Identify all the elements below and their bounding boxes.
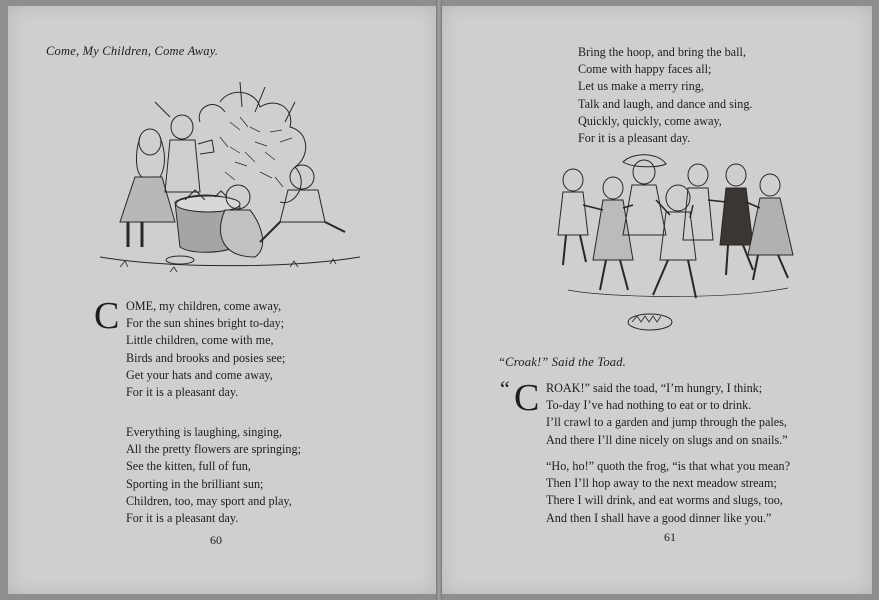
right-page-number: 61 (664, 530, 676, 544)
toad-stanza-2 (546, 458, 790, 527)
verse-line: Birds and brooks and posies see; (126, 350, 286, 365)
verse-line: Get your hats and come away, (126, 367, 273, 382)
verse-line: Everything is laughing, singing, (126, 425, 283, 439)
left-page-number: 60 (210, 533, 222, 547)
children-ring-dance-illustration (548, 150, 803, 340)
right-dropcap: C (514, 377, 540, 419)
left-page-title: Come, My Children, Come Away. (46, 44, 219, 58)
right-stanza-3 (578, 44, 752, 147)
verse-line: There I will drink, and eat worms and slugs, too, (546, 493, 783, 508)
verse-line: See the kitten, full of fun, (126, 459, 251, 474)
children-picnic-illustration (80, 82, 365, 282)
verse-line: To-day I’ve had nothing to eat or to drink. (546, 398, 752, 413)
verse-line: Talk and laugh, and dance and sing. (578, 96, 753, 111)
right-open-quote: “ (500, 376, 510, 401)
verse-line: Bring the hoop, and bring the ball, (578, 45, 746, 59)
verse-line: Children, too, may sport and play, (126, 493, 292, 508)
verse-line: “Ho, ho!” quoth the frog, “is that what you mean? (546, 459, 791, 473)
verse-line: Little children, come with me, (126, 333, 274, 348)
verse-line: And then I shall have a good dinner like you.” (546, 510, 772, 525)
verse-line: All the pretty flowers are springing; (126, 442, 301, 457)
verse-line: For the sun shines bright to-day; (126, 316, 285, 331)
verse-line: For it is a pleasant day. (126, 385, 239, 400)
verse-line: Sporting in the brilliant sun; (126, 476, 264, 491)
verse-line: Then I’ll hop away to the next meadow stream; (546, 476, 777, 491)
left-stanza-1 (126, 298, 285, 401)
verse-line: For it is a pleasant day. (578, 131, 691, 146)
verse-line: ROAK!” said the toad, “I’m hungry, I think; (546, 381, 763, 395)
verse-line: Come with happy faces all; (578, 62, 712, 77)
verse-line: I’ll crawl to a garden and jump through the pales, (546, 415, 787, 430)
verse-line: OME, my children, come away, (126, 299, 282, 313)
left-stanza-2 (126, 424, 301, 527)
verse-line: Quickly, quickly, come away, (578, 113, 722, 128)
toad-stanza-1 (546, 380, 788, 449)
verse-line: For it is a pleasant day. (126, 511, 239, 526)
verse-line: And there I’ll dine nicely on slugs and on snails.” (546, 432, 788, 447)
right-page-title: “Croak!” Said the Toad. (498, 355, 627, 369)
verse-line: Let us make a merry ring, (578, 79, 704, 94)
left-dropcap: C (94, 295, 120, 337)
